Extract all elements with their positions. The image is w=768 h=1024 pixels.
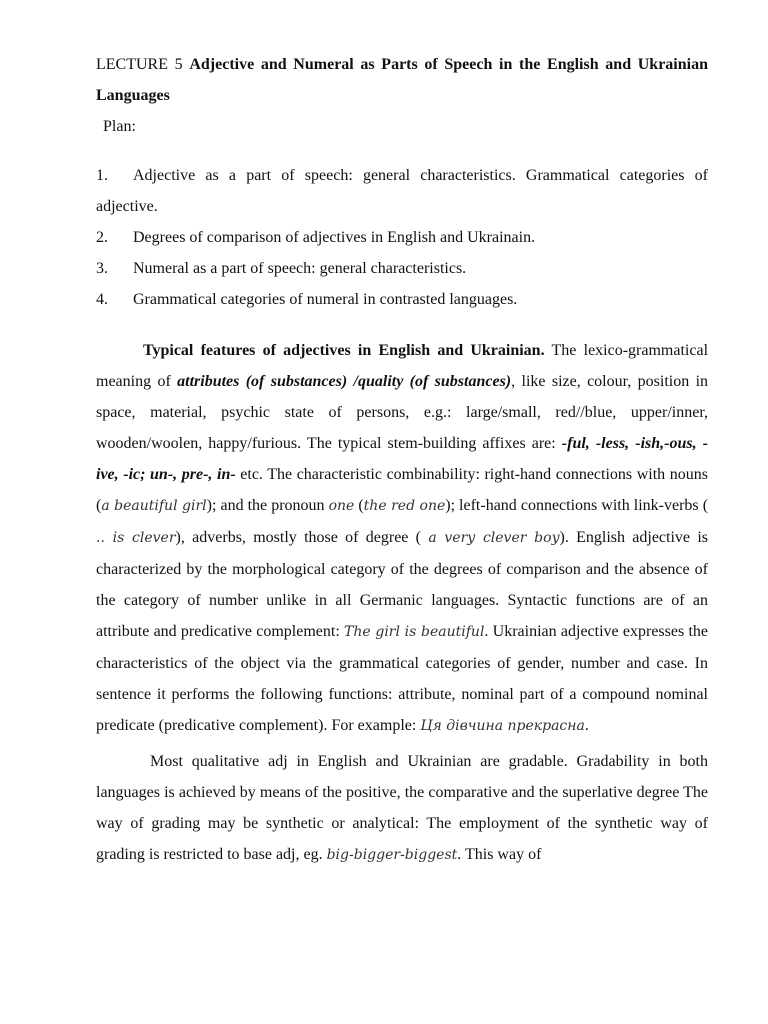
example-text: a beautiful girl — [101, 498, 207, 514]
example-text: one — [328, 498, 355, 514]
body-text: The lexico-grammatical meaning of — [96, 342, 709, 390]
body-text: ( — [354, 497, 364, 514]
lecture-title — [96, 49, 708, 111]
body-text: ); and the pronoun — [206, 497, 329, 514]
plan-item-text: Degrees of comparison of adjectives in English and Ukrainain. — [133, 229, 536, 246]
body-text: ); left-hand connections with link-verbs ( — [445, 497, 709, 514]
body-text: etc. The characteristic combinability: right-hand connections with nouns ( — [96, 466, 708, 514]
adjective-features-paragraph — [96, 335, 708, 742]
plan-item-number: 1. — [96, 167, 108, 184]
lecture-number: LECTURE 5 — [96, 56, 190, 73]
body-text: Most qualitative adj in English and Ukrainian are gradable. Gradability in both languages is achieved by means of the positive, the comparative and the superlative degree The way of grading may be synthetic or analytical: The employment of the synthetic way of grading is restricted to base adj, eg. — [96, 753, 708, 863]
body-text: , like size, colour, position in space, material, psychic state of persons, e.g.: large/small, red//blue, upper/inner, wooden/woolen, happy/furious. The typical stem-building affixes are: — [96, 373, 709, 452]
example-text: big-bigger-biggest — [326, 847, 458, 863]
body-text: . Ukrainian adjective expresses the characteristics of the object via the grammatical categories of gender, number and case. In sentence it performs the following functions: attribute, nominal part of a compound nominal predicate (predicative complement). For example: — [96, 623, 708, 734]
body-text: ), adverbs, mostly those of degree ( — [175, 529, 429, 546]
plan-item — [96, 160, 708, 222]
plan-label: Plan: — [103, 118, 136, 135]
plan-item-text: Numeral as a part of speech: general characteristics. — [133, 260, 467, 277]
body-text: . — [584, 717, 589, 734]
example-text: a very clever boy — [428, 530, 560, 546]
body-text: . This way of — [457, 846, 542, 863]
example-text: .. is clever — [96, 530, 176, 546]
plan-list — [96, 160, 708, 315]
document-page — [96, 49, 708, 871]
example-text: the red one — [363, 498, 446, 514]
example-text: Ця дівчина прекрасна — [420, 718, 585, 734]
plan-item-number: 4. — [96, 291, 108, 308]
plan-item-number: 3. — [96, 260, 108, 277]
lecture-topic: Adjective and Numeral as Parts of Speech in the English and Ukrainian Languages — [96, 56, 708, 104]
plan-item-number: 2. — [96, 229, 108, 246]
body-text: ). English adjective is characterized by the morphological category of the degrees of comparison and the absence of the category of number unlike in all Germanic languages. Syntactic functions are of an attribute and predicative complement: — [96, 529, 708, 640]
plan-item — [96, 222, 708, 253]
section-heading: Typical features of adjectives in English and Ukrainian. — [143, 342, 545, 359]
gradability-paragraph — [96, 746, 708, 871]
plan-item — [96, 284, 708, 315]
affix-list: -ful, -less, -ish,-ous, -ive, -ic; un-, pre-, in- — [96, 435, 708, 483]
plan-item-text: Adjective as a part of speech: general characteristics. Grammatical categories of adjective. — [96, 167, 708, 215]
plan-item — [96, 253, 708, 284]
plan-item-text: Grammatical categories of numeral in contrasted languages. — [133, 291, 518, 308]
example-text: The girl is beautiful — [344, 624, 485, 640]
emphasis-text: attributes (of substances) /quality (of substances) — [177, 373, 512, 390]
